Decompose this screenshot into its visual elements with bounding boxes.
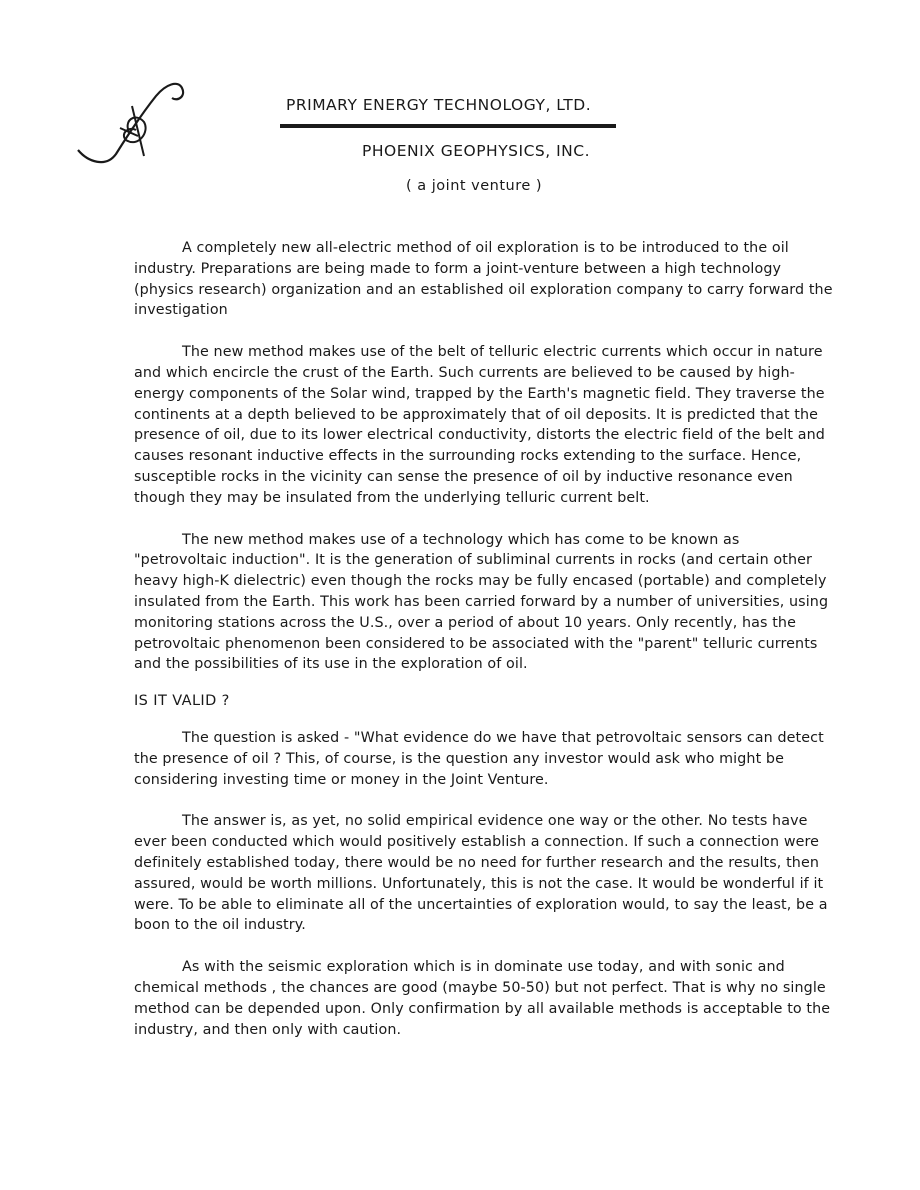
paragraph-answer: The answer is, as yet, no solid empirical evidence one way or the other. No tests have ever been conducted which would positively establish a connection. If such a connection were definitely established today, there would be no need for further research and the results, then assured, would be worth millions. Unfortunately, this is not the case. It would be wonderful if it were. To be able to eliminate all of the uncertainties of exploration would, to say the least, be a boon to the oil industry. bbox=[134, 813, 828, 934]
document-body bbox=[134, 238, 834, 1040]
joint-venture-subtitle: ( a joint venture ) bbox=[406, 178, 543, 194]
company-name-primary: PRIMARY ENERGY TECHNOLOGY, LTD. bbox=[286, 96, 592, 114]
section-heading: IS IT VALID ? bbox=[134, 693, 230, 710]
paragraph-telluric-currents: The new method makes use of the belt of telluric electric currents which occur in nature and which encircle the crust of the Earth. Such currents are believed to be caused by high-energy components of the Solar wind, trapped by the Earth's magnetic field. They traverse the continents at a depth believed to be approximately that of oil deposits. It is predicted that the presence of oil, due to its lower electrical conductivity, distorts the electric field of the belt and causes resonant inductive effects in the surrounding rocks extending to the surface. Hence, susceptible rocks in the vicinity can sense the presence of oil by inductive resonance even though they may be insulated from the underlying telluric current belt. bbox=[134, 344, 825, 506]
header-divider bbox=[280, 124, 616, 128]
paragraph-petrovoltaic: The new method makes use of a technology which has come to be known as "petrovoltaic induction". It is the generation of subliminal currents in rocks (and certain other heavy high-K dielectric) even though the rocks may be fully encased (portable) and completely insulated from the Earth. This work has been carried forward by a number of universities, using monitoring stations across the U.S., over a period of about 10 years. Only recently, has the petrovoltaic phenomenon been considered to be associated with the "parent" telluric currents and the possibilities of its use in the exploration of oil. bbox=[134, 531, 829, 673]
paragraph-question: The question is asked - "What evidence do we have that petrovoltaic sensors can detect the presence of oil ? This, of course, is the question any investor would ask who might be considering investing time or money in the Joint Venture. bbox=[134, 729, 824, 788]
paragraph-introduction: A completely new all-electric method of oil exploration is to be introduced to the oil industry. Preparations are being made to form a joint-venture between a high technology (physics research) organization and an established oil exploration company to carry forward the investigation bbox=[134, 240, 833, 319]
paragraph-conclusion: As with the seismic exploration which is in dominate use today, and with sonic and chemical methods , the chances are good (maybe 50-50) but not perfect. That is why no single method can be depended upon. Only confirmation by all available methods is acceptable to the industry, and then only with caution. bbox=[134, 959, 831, 1038]
company-name-phoenix: PHOENIX GEOPHYSICS, INC. bbox=[362, 142, 591, 160]
signature-logo-icon bbox=[74, 76, 190, 176]
